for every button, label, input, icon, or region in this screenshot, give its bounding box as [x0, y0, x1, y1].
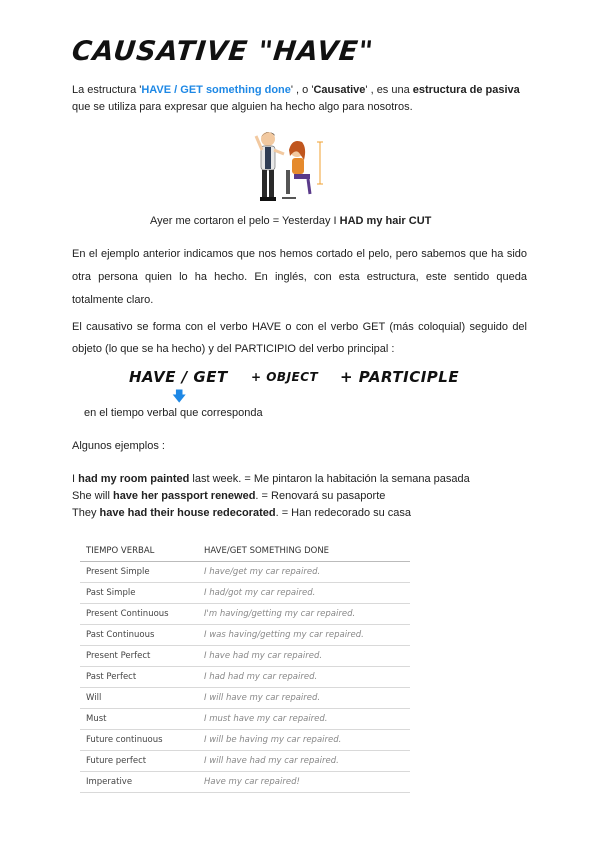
intro-bold: estructura de pasiva: [412, 84, 520, 96]
page-title: CAUSATIVE "HAVE": [70, 36, 376, 67]
table-row: [80, 772, 410, 793]
paragraph-2: El causativo se forma con el verbo HAVE o con el verbo GET (más coloquial) seguido del objeto (lo que se ha hecho) y del PARTICIPIO del verbo principal :: [72, 321, 527, 355]
examples-list: [72, 471, 552, 522]
table-row: [80, 751, 410, 772]
example-bold: had my room painted: [78, 473, 190, 485]
tense-cell: Present Simple: [80, 562, 198, 583]
example-text: They: [72, 507, 100, 519]
tense-cell: Present Continuous: [80, 604, 198, 625]
arrow-down-icon: 🡇: [172, 388, 187, 404]
caption-text: Ayer me cortaron el pelo = Yesterday I: [150, 215, 340, 227]
verb-tense-table: [80, 541, 410, 793]
example-text: . = Han redecorado su casa: [275, 507, 412, 519]
tense-cell: Past Perfect: [80, 667, 198, 688]
table-row: [80, 646, 410, 667]
example-cell: I'm having/getting my car repaired.: [198, 604, 410, 625]
intro-paragraph: [72, 82, 532, 116]
tense-cell: Present Perfect: [80, 646, 198, 667]
tense-cell: Future perfect: [80, 751, 198, 772]
example-text: last week. = Me pintaron la habitación la semana pasada: [189, 473, 470, 485]
example-bold: have her passport renewed: [112, 490, 256, 502]
example-cell: I will have had my car repaired.: [198, 751, 410, 772]
table-row: [80, 709, 410, 730]
tense-cell: Past Simple: [80, 583, 198, 604]
example-cell: I had/got my car repaired.: [198, 583, 410, 604]
example-bold: have had their house redecorated: [99, 507, 276, 519]
caption-bold: HAD my hair CUT: [339, 215, 432, 227]
intro-text: ' , o ': [290, 84, 314, 96]
example-cell: I have/get my car repaired.: [198, 562, 410, 583]
intro-causative: Causative: [313, 84, 366, 96]
example-text: I: [72, 473, 79, 485]
intro-text: que se utiliza para expresar que alguien ha hecho algo para nosotros.: [72, 101, 413, 113]
example-cell: I had had my car repaired.: [198, 667, 410, 688]
table-header-cell: HAVE/GET SOMETHING DONE: [198, 541, 410, 562]
table-row: [80, 625, 410, 646]
example-cell: I must have my car repaired.: [198, 709, 410, 730]
formula-object: + OBJECT: [251, 370, 319, 384]
table-header-row: [80, 541, 410, 562]
table-row: [80, 583, 410, 604]
haircut-illustration: [252, 128, 328, 210]
formula-note: en el tiempo verbal que corresponda: [84, 407, 263, 419]
formula-participle: + PARTICIPLE: [340, 368, 460, 386]
paragraph-1: En el ejemplo anterior indicamos que nos hemos cortado el pelo, pero sabemos que ha sido otra persona quien lo ha hecho. En inglés, con esta estructura, este sentido queda totalmente claro.: [72, 248, 527, 306]
example-line: [72, 488, 552, 505]
intro-text: La estructura ': [72, 84, 142, 96]
example-line: [72, 471, 552, 488]
example-cell: I was having/getting my car repaired.: [198, 625, 410, 646]
tense-cell: Will: [80, 688, 198, 709]
table-row: [80, 562, 410, 583]
example-cell: I have had my car repaired.: [198, 646, 410, 667]
tense-cell: Past Continuous: [80, 625, 198, 646]
example-cell: I will have my car repaired.: [198, 688, 410, 709]
table-row: [80, 688, 410, 709]
intro-text: ' , es una: [365, 84, 413, 96]
tense-cell: Future continuous: [80, 730, 198, 751]
example-line: [72, 505, 552, 522]
tense-cell: Must: [80, 709, 198, 730]
example-cell: I will be having my car repaired.: [198, 730, 410, 751]
table-header-cell: TIEMPO VERBAL: [80, 541, 198, 562]
tense-cell: Imperative: [80, 772, 198, 793]
example-text: She will: [72, 490, 113, 502]
example-cell: Have my car repaired!: [198, 772, 410, 793]
illustration-caption: [150, 213, 470, 230]
intro-structure-highlight: HAVE / GET something done: [141, 84, 291, 96]
table-row: [80, 667, 410, 688]
table-row: [80, 604, 410, 625]
table-row: [80, 730, 410, 751]
formula-have-get: HAVE / GET: [129, 368, 228, 386]
example-text: . = Renovará su pasaporte: [255, 490, 386, 502]
examples-heading: Algunos ejemplos :: [72, 440, 165, 452]
